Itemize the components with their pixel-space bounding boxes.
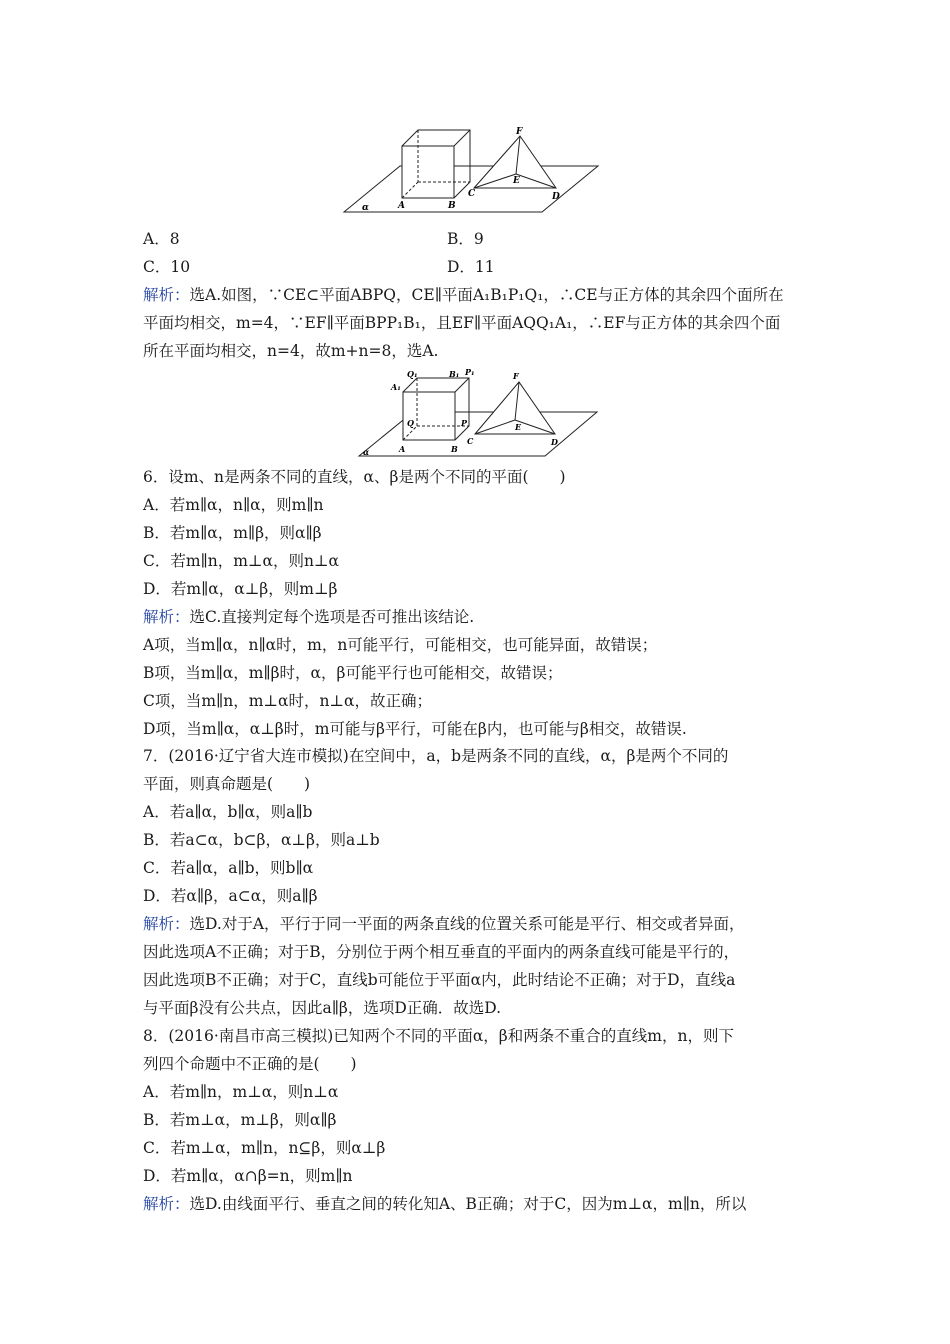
label-alpha: α bbox=[362, 203, 369, 213]
cube-pyramid-figure-2 bbox=[355, 368, 601, 460]
label-P1: P₁ bbox=[465, 368, 475, 377]
q6-analysis-line-2: A项，当m∥α，n∥α时，m，n可能平行，可能相交，也可能异面，故错误； bbox=[143, 636, 658, 654]
label-A: A bbox=[398, 201, 405, 211]
q7-analysis-line-4: 与平面β没有公共点，因此a∥β，选项D正确．故选D. bbox=[143, 999, 502, 1017]
label-P: P bbox=[461, 418, 468, 428]
label-B: B bbox=[448, 201, 456, 211]
q6-analysis-line-5: D项，当m∥α，α⊥β时，m可能与β平行，可能在β内，也可能与β相交，故错误. bbox=[143, 720, 687, 738]
q8-stem-line-2: 列四个命题中不正确的是( ) bbox=[143, 1055, 357, 1073]
q7-option-b: B．若a⊂α，b⊂β，α⊥β，则a⊥b bbox=[143, 831, 380, 849]
analysis-tag: 解析： bbox=[143, 915, 190, 933]
label-D: D bbox=[552, 192, 560, 202]
label-C: C bbox=[467, 436, 474, 446]
label-F: F bbox=[513, 371, 519, 381]
q5-analysis-line-1 bbox=[143, 285, 784, 305]
label-E: E bbox=[515, 422, 522, 432]
q7-option-d: D．若α∥β，a⊂α，则a∥β bbox=[143, 887, 318, 905]
q6-option-a: A．若m∥α，n∥α，则m∥n bbox=[143, 496, 324, 514]
q5-analysis-line-2: 平面均相交，m=4，∵EF∥平面BPP₁B₁，且EF∥平面AQQ₁A₁，∴EF与正方体的其余四个面 bbox=[143, 314, 781, 332]
label-B: B bbox=[451, 444, 458, 454]
q6-stem: 6．设m、n是两条不同的直线，α、β是两个不同的平面( ) bbox=[143, 468, 566, 486]
cube bbox=[402, 130, 470, 198]
label-A: A bbox=[399, 444, 406, 454]
label-C: C bbox=[468, 189, 476, 199]
q8-option-d: D．若m∥α，α∩β=n，则m∥n bbox=[143, 1167, 353, 1185]
q5-option-d: D．11 bbox=[447, 258, 495, 276]
q6-option-c: C．若m∥n，m⊥α，则n⊥α bbox=[143, 552, 339, 570]
label-alpha: α bbox=[363, 447, 370, 457]
q8-analysis-line-1 bbox=[143, 1194, 746, 1214]
q7-analysis-line-1 bbox=[143, 914, 745, 934]
q6-analysis-line-3: B项，当m∥α，m∥β时，α，β可能平行也可能相交，故错误； bbox=[143, 664, 563, 682]
q7-option-a: A．若a∥α，b∥α，则a∥b bbox=[143, 803, 313, 821]
q7-option-c: C．若a∥α，a∥b，则b∥α bbox=[143, 859, 314, 877]
q7-analysis-line-2: 因此选项A不正确；对于B，分别位于两个相互垂直的平面内的两条直线可能是平行的， bbox=[143, 943, 740, 961]
q5-option-c: C．10 bbox=[143, 258, 191, 276]
q7-stem-line-1: 7．(2016·辽宁省大连市模拟)在空间中，a，b是两条不同的直线，α，β是两个不同的 bbox=[143, 747, 729, 765]
label-B1: B₁ bbox=[449, 369, 460, 379]
analysis-text: 选A.如图，∵CE⊂平面ABPQ，CE∥平面A₁B₁P₁Q₁，∴CE与正方体的其余四个面所在 bbox=[189, 286, 784, 304]
label-Q1: Q₁ bbox=[407, 369, 418, 379]
analysis-tag: 解析： bbox=[143, 286, 190, 304]
cube-pyramid-figure-1 bbox=[340, 126, 602, 216]
cube bbox=[403, 378, 469, 440]
q8-option-c: C．若m⊥α，m∥n，n⊆β，则α⊥β bbox=[143, 1139, 386, 1157]
q5-analysis-line-3: 所在平面均相交，n=4，故m+n=8，选A. bbox=[143, 342, 439, 360]
label-E: E bbox=[513, 176, 520, 186]
analysis-text: 选C.直接判定每个选项是否可推出该结论. bbox=[189, 608, 475, 626]
q5-option-b: B．9 bbox=[447, 230, 484, 248]
label-F: F bbox=[516, 127, 523, 137]
q7-stem-line-2: 平面，则真命题是( ) bbox=[143, 775, 311, 793]
q8-option-b: B．若m⊥α，m⊥β，则α∥β bbox=[143, 1111, 337, 1129]
label-D: D bbox=[551, 437, 558, 447]
q6-option-b: B．若m∥α，m∥β，则α∥β bbox=[143, 524, 322, 542]
analysis-tag: 解析： bbox=[143, 1195, 190, 1213]
q6-option-d: D．若m∥α，α⊥β，则m⊥β bbox=[143, 580, 338, 598]
q6-analysis-line-1 bbox=[143, 607, 474, 627]
label-A1: A₁ bbox=[391, 382, 401, 392]
q5-option-a: A．8 bbox=[143, 230, 180, 248]
analysis-text: 选D.由线面平行、垂直之间的转化知A、B正确；对于C，因为m⊥α，m∥n，所以 bbox=[189, 1195, 747, 1213]
analysis-tag: 解析： bbox=[143, 608, 190, 626]
label-Q: Q bbox=[407, 418, 414, 428]
q6-analysis-line-4: C项，当m∥n，m⊥α时，n⊥α，故正确； bbox=[143, 692, 432, 710]
q8-option-a: A．若m∥n，m⊥α，则n⊥α bbox=[143, 1083, 339, 1101]
analysis-text: 选D.对于A，平行于同一平面的两条直线的位置关系可能是平行、相交或者异面， bbox=[189, 915, 745, 933]
q8-stem-line-1: 8．(2016·南昌市高三模拟)已知两个不同的平面α，β和两条不重合的直线m，n，则下 bbox=[143, 1027, 734, 1045]
q7-analysis-line-3: 因此选项B不正确；对于C，直线b可能位于平面α内，此时结论不正确；对于D，直线a bbox=[143, 971, 736, 989]
